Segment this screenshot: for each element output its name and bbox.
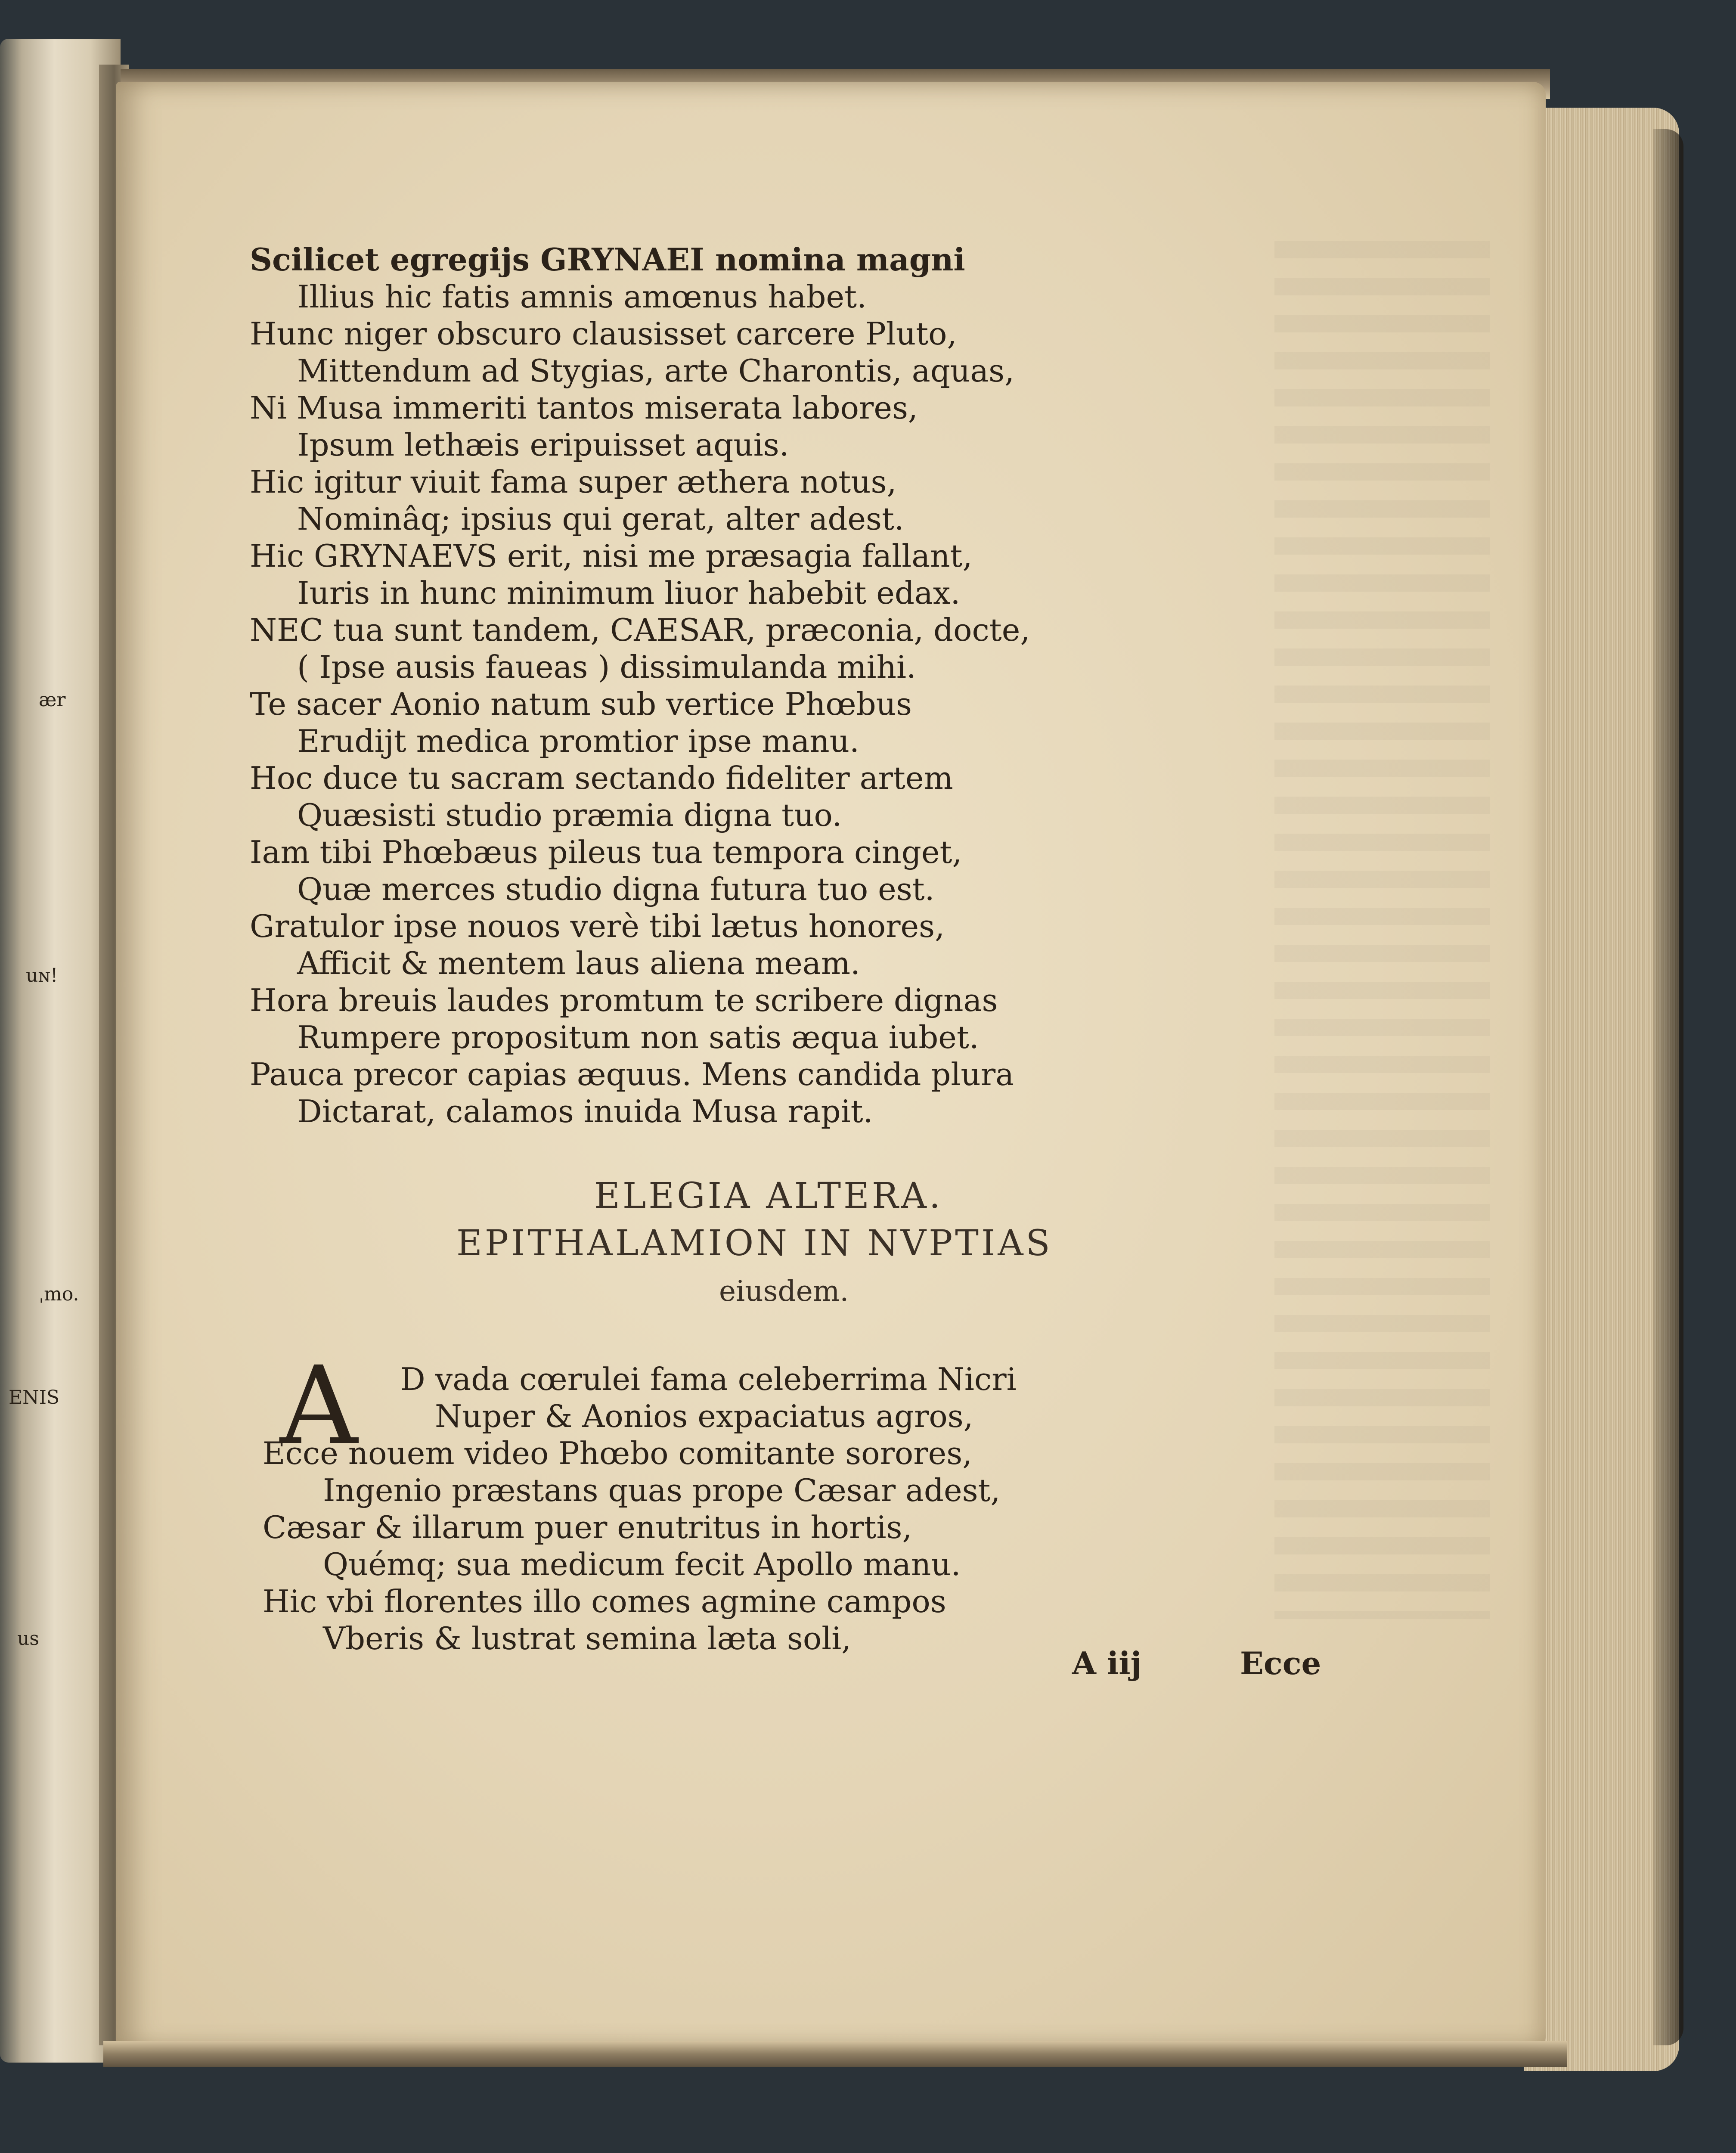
left-margin-fragment: ær xyxy=(39,689,66,711)
drop-cap: A xyxy=(280,1343,358,1468)
verse-line: Illius hic fatis amnis amœnus habet. xyxy=(297,279,867,315)
section-heading: ELEGIA ALTERA. xyxy=(594,1176,943,1216)
left-margin-fragment: ˌmo. xyxy=(39,1283,79,1305)
left-margin-fragment: ENIS xyxy=(9,1387,60,1408)
poem-first-part xyxy=(250,241,1369,1130)
verse-line: Iuris in hunc minimum liuor habebit edax. xyxy=(297,575,961,611)
verse-line: ( Ipse ausis faueas ) dissimulanda mihi. xyxy=(297,649,916,685)
verse-line: NEC tua sunt tandem, CAESAR, præconia, docte, xyxy=(250,612,1030,648)
verse-line: Rumpere propositum non satis æqua iubet. xyxy=(297,1019,979,1055)
verse-line: Vberis & lustrat semina læta soli, xyxy=(323,1620,852,1657)
verse-line: Hunc niger obscuro clausisset carcere Pluto, xyxy=(250,316,957,352)
verse-line: Iam tibi Phœbæus pileus tua tempora cinget, xyxy=(250,834,962,870)
poem-second-part xyxy=(263,1361,1382,1657)
verse-line: Nuper & Aonios expaciatus agros, xyxy=(435,1398,973,1434)
verse-line: Erudijt medica promtior ipse manu. xyxy=(297,723,859,759)
verse-line: Ingenio præstans quas prope Cæsar adest, xyxy=(323,1472,1001,1508)
verse-line: Hic vbi florentes illo comes agmine campos xyxy=(263,1583,946,1619)
verse-line: Cæsar & illarum puer enutritus in hortis, xyxy=(263,1509,912,1545)
verse-line: Nominâq; ipsius qui gerat, alter adest. xyxy=(297,501,904,537)
section-subheading-tail: eiusdem. xyxy=(719,1275,849,1308)
verse-line: Gratulor ipse nouos verè tibi lætus honores, xyxy=(250,908,945,944)
verse-line: Hic GRYNAEVS erit, nisi me præsagia fallant, xyxy=(250,538,973,574)
section-subheading: EPITHALAMION IN NVPTIAS xyxy=(456,1223,1053,1264)
verse-line: Dictarat, calamos inuida Musa rapit. xyxy=(297,1093,873,1129)
left-margin-fragment: us xyxy=(17,1628,39,1650)
verse-line: Hoc duce tu sacram sectando fideliter artem xyxy=(250,760,953,796)
signature-mark: A iij xyxy=(1072,1645,1142,1681)
page-bottom-edge xyxy=(103,2041,1567,2067)
verse-line: Hora breuis laudes promtum te scribere dignas xyxy=(250,982,998,1018)
verse-line: Scilicet egregijs GRYNAEI nomina magni xyxy=(250,241,965,278)
verse-line: Pauca precor capias æquus. Mens candida plura xyxy=(250,1056,1014,1092)
verse-line: Ipsum lethæis eripuisset aquis. xyxy=(297,427,789,463)
verse-line: Te sacer Aonio natum sub vertice Phœbus xyxy=(250,686,912,722)
verse-line: Quæ merces studio digna futura tuo est. xyxy=(297,871,935,907)
verse-line: Hic igitur viuit fama super æthera notus, xyxy=(250,464,897,500)
catchword: Ecce xyxy=(1240,1645,1321,1681)
verse-line: Quæsisti studio præmia digna tuo. xyxy=(297,797,842,833)
left-margin-fragment: uɴ! xyxy=(26,965,58,987)
verse-line: Ecce nouem video Phœbo comitante sorores, xyxy=(263,1435,973,1471)
verse-line: Afficit & mentem laus aliena meam. xyxy=(297,945,860,981)
verse-line: Quémq; sua medicum fecit Apollo manu. xyxy=(323,1546,961,1582)
verse-line: Ni Musa immeriti tantos miserata labores, xyxy=(250,390,918,426)
verse-line: Mittendum ad Stygias, arte Charontis, aquas, xyxy=(297,353,1014,389)
verse-line: D vada cœrulei fama celeberrima Nicri xyxy=(400,1361,1017,1397)
fore-edge-shadow xyxy=(1653,129,1683,2045)
